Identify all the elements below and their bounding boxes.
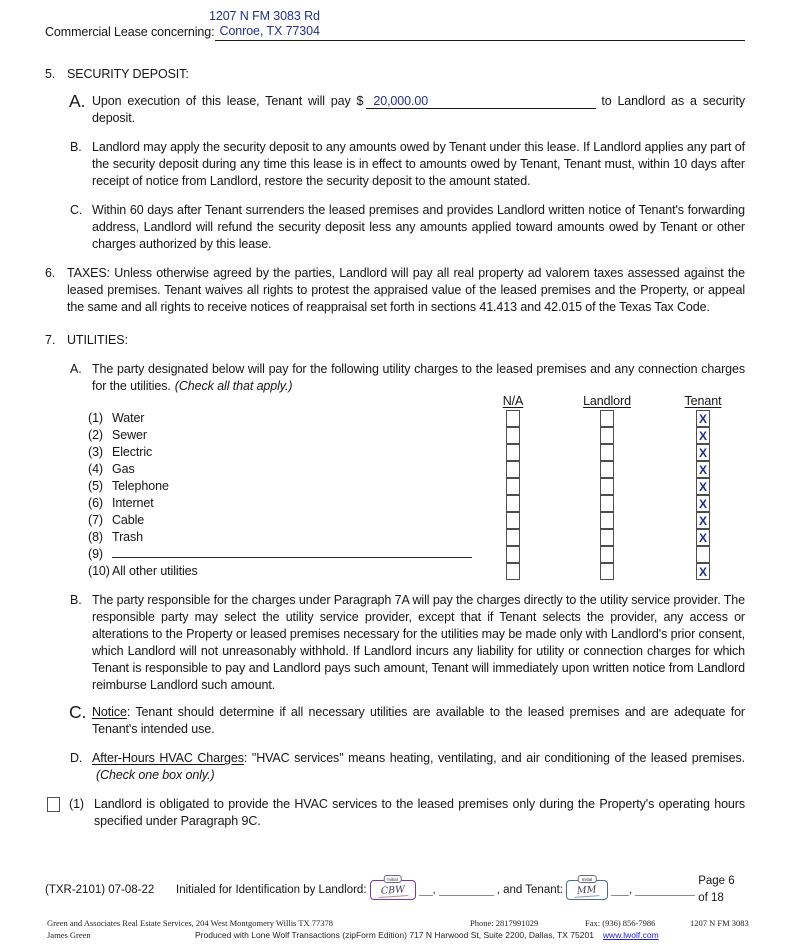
landlord-initials-signature: CBW [377,884,408,898]
checkbox-sewer-landlord[interactable] [600,427,614,444]
utility-row-other-blank [88,546,745,563]
checkbox-other-landlord[interactable] [600,546,614,563]
checkbox-gas-landlord[interactable] [600,461,614,478]
section-number: 7. [45,333,56,347]
utility-row-internet [88,495,745,512]
utility-row-telephone [88,478,745,495]
item-note: (Check all that apply.) [174,379,293,393]
header-label: Commercial Lease concerning: [45,25,215,39]
checkbox-water-na[interactable] [506,410,520,427]
form-code: (TXR-2101) 07-08-22 [45,883,155,896]
security-deposit-amount-field[interactable]: 20,000.00 [366,93,596,109]
utility-label: Cable [112,513,145,527]
utility-number: (2) [88,428,103,442]
checkbox-cable-landlord[interactable] [600,512,614,529]
item-letter: B. [70,593,82,607]
item-letter: B. [70,140,82,154]
comma: , [432,883,436,896]
section-7d-option1 [47,796,745,830]
checkbox-cable-tenant[interactable]: X [696,512,710,529]
utility-number: (10) [88,564,110,578]
checkbox-telephone-tenant[interactable]: X [696,478,710,495]
utilities-table [88,393,745,580]
section-7b [70,592,745,694]
hvac-option1-checkbox[interactable] [47,797,60,812]
page-footer [45,876,745,904]
office-info: Green and Associates Real Estate Services, 204 West Montgomery Willis TX 77378 [47,918,334,928]
section-text: TAXES: Unless otherwise agreed by the parties, Landlord will pay all real property ad valorem taxes assessed against the leased premises. Tenant waives all rights to protest the appraised value of the leased premises and the Property, or appeal the same and all rights to receive notices of reappraisal set forth in sections 41.413 and 42.015 of the Texas Tax Code. [67,266,745,314]
utility-number: (1) [88,411,103,425]
utility-number: (9) [88,547,103,561]
utility-row-water [88,410,745,427]
initial-blank-line[interactable] [419,895,433,896]
item-text: The party responsible for the charges under Paragraph 7A will pay the charges directly to the utility service provider. The responsible party may select the utility service provider, except that if Tenant selects the provider, any access or alterations to the Property or leased premises necessary for the utilities may be made only with Landlord's prior consent, which Landlord will not unreasonably withhold. If Landlord incurs any liability for utility or connection charges for which Tenant is responsible to pay and Landlord pays such amount, Tenant will immediately upon written notice from Landlord reimburse Landlord such amount. [92,593,745,692]
landlord-initial-box[interactable] [370,876,416,900]
item-letter: C. [69,702,87,722]
section-number: 5. [45,67,56,81]
utility-number: (7) [88,513,103,527]
utility-label: Sewer [112,428,147,442]
item-text: Landlord may apply the security deposit to any amounts owed by Tenant under this lease. If Landlord applies any part of the security deposit during any time this lease is in effect to amounts owed by Tenant, Tenant must, within 10 days after receipt of notice from Landlord, restore the security deposit to the amount stated. [92,140,745,188]
initial-blank-line[interactable] [611,895,629,896]
section-5a [70,93,745,127]
checkbox-telephone-na[interactable] [506,478,520,495]
section-7c [70,704,745,738]
item-text: : Tenant should determine if all necessary utilities are available to the leased premises and are adequate for Tenant's intended use. [92,705,745,736]
utility-row-trash [88,529,745,546]
utility-number: (4) [88,462,103,476]
utilities-table-header [88,393,745,410]
property-address-field[interactable]: Conroe, TX 77304 [215,23,745,41]
initial-tab-label: Initial [578,875,597,883]
section-7d [70,750,745,784]
other-utility-field[interactable] [112,547,472,558]
produced-label: Produced with Lone Wolf Transactions (zipForm Edition) 717 N Harwood St, Suite 2200, Dallas, TX 75201 [195,930,594,940]
section-6 [45,265,745,316]
checkbox-allother-landlord[interactable] [600,563,614,580]
item-text: The party designated below will pay for the following utility charges to the leased premises and any connection charges for the utilities. [92,362,745,393]
checkbox-electric-tenant[interactable]: X [696,444,710,461]
checkbox-internet-tenant[interactable]: X [696,495,710,512]
section-7-heading [45,332,745,349]
section-title: UTILITIES: [67,333,128,347]
initial-blank-line[interactable] [439,895,494,896]
checkbox-internet-landlord[interactable] [600,495,614,512]
utility-row-sewer [88,427,745,444]
page-header [45,8,745,50]
file-reference: 1207 N FM 3083 [690,918,749,928]
column-header-na: N/A [502,394,524,408]
agent-name: James Green [47,930,91,940]
checkbox-gas-na[interactable] [506,461,520,478]
utility-number: (5) [88,479,103,493]
checkbox-trash-na[interactable] [506,529,520,546]
initialed-label: Initialed for Identification by Landlord: [176,883,367,896]
checkbox-water-tenant[interactable]: X [696,410,710,427]
utility-row-gas [88,461,745,478]
checkbox-cable-na[interactable] [506,512,520,529]
option-number: (1) [69,797,84,811]
utility-label: Water [112,411,145,425]
checkbox-internet-na[interactable] [506,495,520,512]
hvac-charges-label: After-Hours HVAC Charges [92,751,244,765]
utility-label: All other utilities [112,564,198,578]
and-tenant-label: , and Tenant: [496,883,564,896]
checkbox-sewer-na[interactable] [506,427,520,444]
option-text: Landlord is obligated to provide the HVAC services to the leased premises only during the Property's operating hours specified under Paragraph 9C. [94,797,745,828]
item-letter: D. [70,751,83,765]
utility-label: Gas [112,462,135,476]
utility-row-electric [88,444,745,461]
checkbox-electric-na[interactable] [506,444,520,461]
utility-row-all-other [88,563,745,580]
utility-label: Electric [112,445,153,459]
item-text: Within 60 days after Tenant surrenders the leased premises and provides Landlord written notice of Tenant's forwarding address, Landlord will refund the security deposit less any amounts applied toward amounts owed by Tenant or other charges authorized by this lease. [92,203,745,251]
tenant-initials-signature: MM [574,884,600,898]
checkbox-trash-tenant[interactable]: X [696,529,710,546]
checkbox-gas-tenant[interactable]: X [696,461,710,478]
produced-with-text [195,929,659,941]
checkbox-other-tenant[interactable] [696,546,710,563]
section-title: SECURITY DEPOSIT: [67,67,189,81]
section-5-heading [45,66,745,83]
property-address-line1: 1207 N FM 3083 Rd [209,9,320,23]
notice-label: Notice [92,705,127,719]
checkbox-other-na[interactable] [506,546,520,563]
checkbox-trash-landlord[interactable] [600,529,614,546]
section-5c [70,202,745,253]
item-note: (Check one box only.) [96,768,215,782]
fax-info: Fax: (936) 856-7986 [585,918,656,928]
column-header-landlord: Landlord [583,394,631,408]
section-7a [70,361,745,395]
initial-tab-label: Initial [383,875,402,883]
checkbox-sewer-tenant[interactable]: X [696,427,710,444]
checkbox-allother-na[interactable] [506,563,520,580]
utility-label: Trash [112,530,143,544]
item-letter: A. [69,91,86,111]
utility-number: (6) [88,496,103,510]
column-header-tenant: Tenant [684,394,722,408]
utility-label: Internet [112,496,154,510]
broker-fine-print [45,917,749,947]
item-letter: A. [70,362,82,376]
section-number: 6. [45,266,56,280]
utility-row-cable [88,512,745,529]
comma: , [629,883,633,896]
checkbox-electric-landlord[interactable] [600,444,614,461]
checkbox-allother-tenant[interactable]: X [696,563,710,580]
checkbox-telephone-landlord[interactable] [600,478,614,495]
item-text: : "HVAC services" means heating, ventilating, and air conditioning of the leased premises. [243,751,746,765]
section-5b [70,139,745,190]
utility-label: Telephone [112,479,169,493]
lwolf-link[interactable]: www.lwolf.com [602,930,659,940]
item-text: Upon execution of this lease, Tenant will pay $ [92,94,364,108]
item-letter: C. [70,203,83,217]
utility-number: (8) [88,530,103,544]
checkbox-water-landlord[interactable] [600,410,614,427]
utility-number: (3) [88,445,103,459]
phone-info: Phone: 2817991029 [470,918,539,928]
tenant-initial-box[interactable] [566,876,608,900]
item-text: to Landlord as a security deposit. [92,94,745,125]
page-number: Page 6 of 18 [698,875,735,904]
initial-blank-line[interactable] [635,895,695,896]
